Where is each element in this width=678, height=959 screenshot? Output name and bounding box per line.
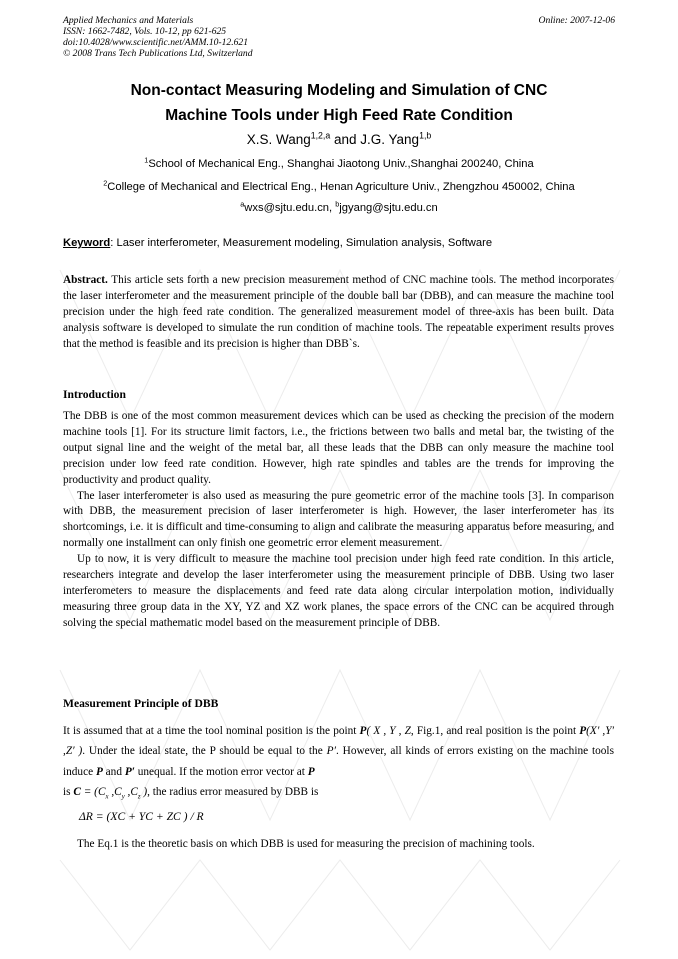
paper-title-line1: Non-contact Measuring Modeling and Simulation of CNC xyxy=(130,82,548,99)
abstract-text: This article sets forth a new precision measurement method of CNC machine tools. The method incorporates the laser interferometer and the measurement principle of the double ball bar (DBB), and can measure the machine tool precision under the high feed rate condition. The generalized measurement model of three-axis has been built. Data analysis software is developed to simulate the run condition of machine tools. The repeatable experiment results proves that the method is feasible and its precision is higher than DBB`s. xyxy=(63,274,614,350)
issn-line: ISSN: 1662-7482, Vols. 10-12, pp 621-625 xyxy=(63,26,227,37)
email-a-marker: a xyxy=(240,199,245,209)
math-sub-y: y xyxy=(121,793,125,801)
principle-text-3: . Under the ideal state, the P should be equal to the xyxy=(82,745,327,758)
online-date: Online: 2007-12-06 xyxy=(538,15,615,26)
intro-paragraph-1: The DBB is one of the most common measurement devices which can be used as checking the precision of the modern machine tools [1]. For its structure limit factors, i.e., the frictions between two balls and metal bar, the twisting of the output signal line and the weight of the metal bar, all these leads that the DBB can only measure the machine tool precision under low feed rate condition. However, high rate spindles and tables are the trends for improving the productivity and product quality. xyxy=(63,410,614,486)
affiliation-1-text: School of Mechanical Eng., Shanghai Jiaotong Univ.,Shanghai 200240, China xyxy=(148,158,534,170)
math-point-p-2: P xyxy=(95,765,103,778)
intro-paragraph-2: The laser interferometer is also used as measuring the pure geometric error of the machine tools [3]. In comparison with DBB, the measurement precision of laser interferometer is high. However, the laser interferometer has its shortcomings, i.e. it is difficult and time-consuming to align and calibrate the measuring apparatus before measuring, and normally one installment can only finish one geometric error element measurement. xyxy=(63,489,614,550)
email-b-marker: b xyxy=(335,199,340,209)
keyword-text: Laser interferometer, Measurement modeling, Simulation analysis, Software xyxy=(116,237,493,249)
affiliation-2-marker: 2 xyxy=(103,178,108,188)
author-2-affil: 1,b xyxy=(419,130,432,141)
math-point-p: P xyxy=(359,725,367,737)
keyword-colon: : xyxy=(110,237,117,249)
abstract-label: Abstract. xyxy=(63,274,108,286)
principle-text-is: is xyxy=(63,785,74,798)
principle-heading: Measurement Principle of DBB xyxy=(63,697,219,710)
author-2: J.G. Yang xyxy=(360,132,420,147)
math-sub-z: z xyxy=(137,793,141,801)
paper-title-line2: Machine Tools under High Feed Rate Condition xyxy=(165,107,513,124)
email-line xyxy=(40,199,638,214)
principle-text-2: , Fig.1, and real position is the point xyxy=(410,725,580,737)
copyright-line: © 2008 Trans Tech Publications Ltd, Switzerland xyxy=(63,48,253,59)
introduction-body xyxy=(63,409,614,632)
email-a[interactable]: wxs@sjtu.edu.cn, xyxy=(244,202,336,214)
math-point-p-3: P xyxy=(307,765,315,778)
principle-text-and: and xyxy=(102,765,125,778)
principle-text-1: It is assumed that at a time the tool nominal position is the point xyxy=(63,725,360,737)
math-vector-open: = (C xyxy=(80,785,106,798)
keyword-label: Keyword xyxy=(63,237,111,249)
authors-and: and xyxy=(330,132,361,147)
intro-paragraph-3: Up to now, it is very difficult to measure the machine tool precision under high feed rate condition. In this article, researchers integrate and develop the laser interferometer using the measurement principle of DBB. Using two laser interferometers to measure the displacements and feed rate data along circular interpolation motion, individually measuring three group data in the XY, YZ and XZ work planes, the space errors of the CNC can be acquired through solving the special mathematic model based on the measurement principle of DBB. xyxy=(63,553,614,629)
math-point-p-prime-2: P′ xyxy=(124,765,135,778)
author-1: X.S. Wang xyxy=(246,132,311,147)
journal-header xyxy=(63,15,253,59)
equation-explanation: The Eq.1 is the theoretic basis on which DBB is used for measuring the precision of machining tools. xyxy=(77,838,535,850)
abstract-paragraph xyxy=(63,273,614,353)
math-vector-cz: ,C xyxy=(124,785,138,798)
doi-line: doi:10.4028/www.scientific.net/AMM.10-12.621 xyxy=(63,37,249,48)
math-sub-x: x xyxy=(105,793,109,801)
principle-paragraph xyxy=(63,721,614,807)
math-point-p-real: P xyxy=(579,725,587,737)
math-vector-close: ) xyxy=(140,785,148,798)
affiliation-1-marker: 1 xyxy=(144,155,149,165)
affiliation-1 xyxy=(40,155,638,170)
math-coords-nominal: ( X , Y , Z xyxy=(366,725,411,737)
email-b[interactable]: jgyang@sjtu.edu.cn xyxy=(339,202,438,214)
equation-1: ΔR = (XC + YC + ZC ) / R xyxy=(79,810,204,823)
math-coords-real: (X′ ,Y′ ,Z′ ) xyxy=(63,725,614,758)
authors-line xyxy=(40,132,638,147)
principle-text-4: . However, all kinds of errors existing on the machine tools induce xyxy=(63,745,614,778)
principle-text-5: unequal. If the motion error vector at xyxy=(134,765,308,778)
keyword-line xyxy=(63,237,623,249)
affiliation-2 xyxy=(40,178,638,193)
math-vector-c: C xyxy=(73,785,81,798)
introduction-heading: Introduction xyxy=(63,388,126,401)
math-vector-cy: ,C xyxy=(108,785,122,798)
math-point-p-prime: P′ xyxy=(326,745,336,758)
journal-name: Applied Mechanics and Materials xyxy=(63,15,194,26)
principle-text-6: , the radius error measured by DBB is xyxy=(147,785,319,798)
author-1-affil: 1,2,a xyxy=(310,130,331,141)
affiliation-2-text: College of Mechanical and Electrical Eng., Henan Agriculture Univ., Zhengzhou 450002, China xyxy=(107,181,575,193)
